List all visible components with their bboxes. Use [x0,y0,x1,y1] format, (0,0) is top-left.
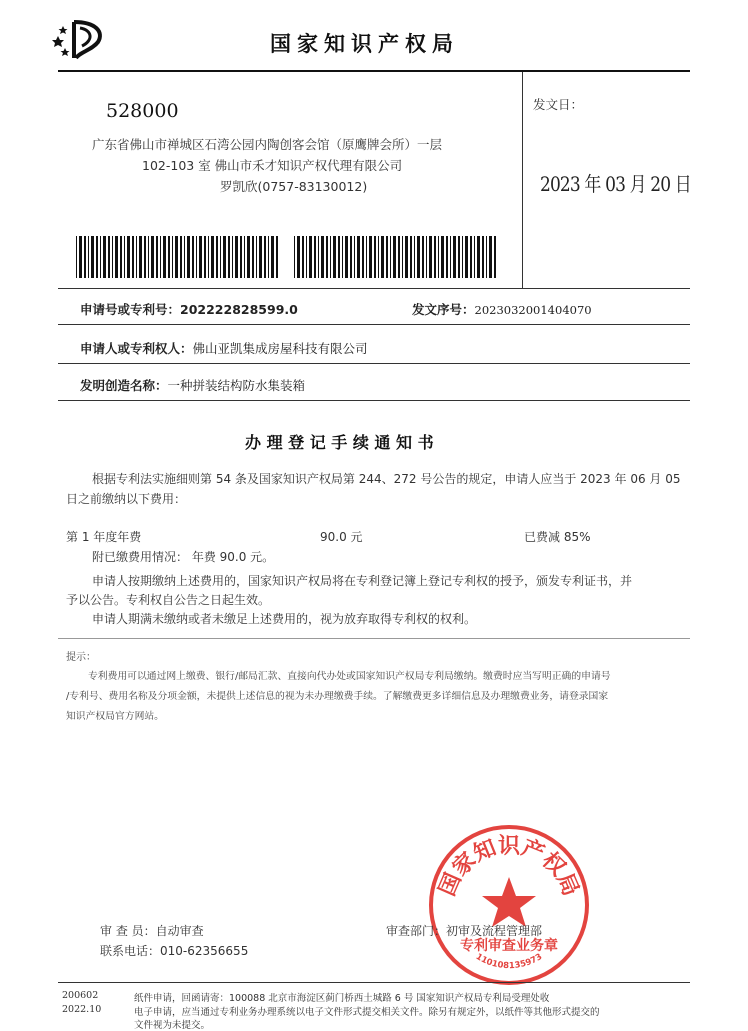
barcode-bar [342,236,343,278]
fields-line-3 [58,400,690,401]
applicant-value: 佛山亚凯集成房屋科技有限公司 [192,341,368,356]
notice-para1-line1: 根据专利法实施细则第 54 条及国家知识产权局第 244、272 号公告的规定，申请人应当于 2023 年 06 月 05 [92,472,681,486]
barcode-bar [88,236,89,278]
barcode-bar [446,236,448,278]
serial-value: 2023032001404070 [474,303,592,317]
barcode-bar [120,236,122,278]
barcode-bar [115,236,118,278]
barcode-bar [136,236,137,278]
barcode-bar [402,236,403,278]
barcode-bar [326,236,328,278]
examiner-label: 审 查 员： [100,924,156,938]
barcode-bar [441,236,444,278]
fields-top-line [58,288,690,289]
barcode-bar [271,236,274,278]
barcode-bar [216,236,218,278]
barcode-bar [314,236,316,278]
applicant-label: 申请人或专利权人： [80,341,193,356]
official-seal [426,822,592,988]
barcode-bar [414,236,415,278]
seal-number: 110108135973 [473,951,545,972]
barcode-bar [96,236,98,278]
barcode-bar [180,236,182,278]
seal-bottom-text: 专利审查业务章 [460,938,558,954]
barcode-bar [381,236,384,278]
dispatch-label: 发文日： [533,97,584,112]
barcode-bar [417,236,420,278]
barcode-bar [187,236,190,278]
barcode-bar [247,236,250,278]
contact-line: 罗凯欣(0757-83130012) [220,179,368,194]
barcode-bar [438,236,439,278]
tips-label: 提示： [66,652,96,663]
fee-item: 第 1 年度年费 [66,530,142,544]
fields-line-2 [58,363,690,364]
app-no-value: 202222828599.0 [180,302,298,317]
footer-divider [58,982,690,983]
barcode-bar [100,236,101,278]
notice-para2-line2: 予以公告。专利权自公告之日起生效。 [66,593,271,607]
notice-para3: 申请人期满未缴纳或者未缴足上述费用的，视为放弃取得专利权的权利。 [92,612,477,626]
barcode-bar [91,236,94,278]
barcode-bar [458,236,460,278]
invention-row [80,376,305,394]
barcode-bar [297,236,300,278]
barcode-bar [333,236,336,278]
barcode-bar [144,236,146,278]
barcode-bar [256,236,257,278]
barcode-bar [422,236,424,278]
footer-note-1: 纸件申请，回函请寄：100088 北京市海淀区蓟门桥西土城路 6 号 国家知识产权局专利局受理处收 [134,993,550,1004]
barcode-bar [489,236,492,278]
form-code-2: 2022.10 [62,1004,102,1015]
barcode-bar [112,236,113,278]
address-line1: 广东省佛山市禅城区石湾公园内陶创客会馆（原鹰牌会所）一层 [92,137,443,152]
barcode-bar [223,236,226,278]
barcode-bar [79,236,82,278]
barcode-bar [345,236,348,278]
barcode-bar [124,236,125,278]
barcode-bar [453,236,456,278]
barcode-bar [151,236,154,278]
barcode-bar [172,236,173,278]
phone-row [100,942,248,959]
dept-row [386,922,542,939]
header-divider [58,70,690,72]
seal-star-icon [482,877,536,927]
barcode-bar [465,236,468,278]
footer-note-3: 文件视为未提交。 [134,1020,211,1031]
barcode-bar [482,236,484,278]
fields-line-1 [58,324,690,325]
barcode-bar [132,236,134,278]
barcode-bar [306,236,307,278]
notice-title: 办 理 登 记 手 续 通 知 书 [245,433,434,452]
barcode-bar [330,236,331,278]
barcode-bar [405,236,408,278]
barcode-bar [390,236,391,278]
barcode-bar [354,236,355,278]
seal-top-text: 国家知识产权局 [434,834,584,900]
dept-label: 审查部门： [386,924,447,938]
barcode-bar [160,236,161,278]
barcode-bar [264,236,266,278]
phone-label: 联系电话： [100,944,161,958]
cnipa-logo-icon [52,18,108,60]
fee-amount: 90.0 元 [320,530,363,544]
barcode-bar [302,236,304,278]
dept-value: 初审及流程管理部 [446,924,543,938]
fee-reduction: 已费减 85% [524,530,591,544]
barcode-bar [175,236,178,278]
dispatch-date: 2023 年 03 月 20 日 [540,172,691,196]
barcode-bar [366,236,367,278]
phone-value: 010-62356655 [160,944,249,958]
fee-status: 附已缴费用情况： 年费 90.0 元。 [92,550,275,564]
barcode-bar [474,236,475,278]
notice-para2-line1: 申请人按期缴纳上述费用的，国家知识产权局将在专利登记簿上登记专利权的授予，颁发专利证书，并 [92,574,633,588]
barcode-bar [494,236,496,278]
barcode-bar [235,236,238,278]
barcode-bar [362,236,364,278]
applicant-row [80,339,368,357]
barcode-bar [196,236,197,278]
barcode-bar [232,236,233,278]
barcode-bar [434,236,436,278]
barcode-bar [148,236,149,278]
barcode-bar [244,236,245,278]
tips-line2: /专利号、费用名称及分项金额，未提供上述信息的视为未办理缴费手续。了解缴费更多详细信息及办理缴费业务，请登录国家 [66,691,609,702]
barcode-bar [268,236,269,278]
address-line2: 102-103 室 佛山市禾才知识产权代理有限公司 [142,158,403,173]
barcode-bar [426,236,427,278]
barcode-bar [486,236,487,278]
barcode-bar [470,236,472,278]
barcode-bar [374,236,376,278]
barcode-bar [369,236,372,278]
barcode-bar [184,236,185,278]
barcode-bar [240,236,242,278]
barcode-bar [127,236,130,278]
barcode-bar [252,236,254,278]
form-code-1: 200602 [62,990,99,1001]
barcode-bar [156,236,158,278]
barcode-bar [208,236,209,278]
barcode-bar [199,236,202,278]
barcode-bar [211,236,214,278]
examiner-value: 自动审查 [155,924,204,938]
dispatch-divider [522,72,523,288]
tips-line1: 专利费用可以通过网上缴费、银行/邮局汇款、直接向代办处或国家知识产权局专利局缴纳。缴费时应当写明正确的申请号 [88,671,611,682]
examiner-row [100,922,204,939]
barcode-bar [410,236,412,278]
tips-divider [58,638,690,639]
barcode-bar [84,236,86,278]
barcode-bar [318,236,319,278]
barcode-bar [398,236,400,278]
app-no-label: 申请号或专利号： [80,302,181,317]
barcode-bar [378,236,379,278]
barcode-bar [462,236,463,278]
invention-value: 一种拼装结构防水集装箱 [167,378,306,393]
office-name: 国家知识产权局 [270,32,459,56]
barcode-bar [108,236,110,278]
serial-label: 发文序号： [412,302,475,317]
barcode-left [76,236,280,278]
invention-label: 发明创造名称： [80,378,168,393]
barcode-bar [357,236,360,278]
barcode-bar [450,236,451,278]
barcode-bar [168,236,170,278]
barcode-bar [477,236,480,278]
barcode-bar [76,236,77,278]
postal-code: 528000 [106,100,179,122]
barcode-bar [338,236,340,278]
barcode-bar [259,236,262,278]
barcode-bar [393,236,396,278]
barcode-bar [192,236,194,278]
footer-note-2: 电子申请，应当通过专利业务办理系统以电子文件形式提交相关文件。除另有规定外，以纸件等其他形式提交的 [134,1007,600,1018]
barcode-bar [163,236,166,278]
notice-para1-line2: 日之前缴纳以下费用： [66,492,187,506]
barcode-bar [309,236,312,278]
barcode-bar [103,236,106,278]
barcode-bar [321,236,324,278]
app-no-row [80,300,298,318]
barcode-bar [386,236,388,278]
barcode-bar [429,236,432,278]
barcode-bar [294,236,295,278]
barcode-bar [228,236,230,278]
barcode-bar [350,236,352,278]
tips-line3: 知识产权局官方网站。 [66,711,164,722]
barcode-bar [276,236,278,278]
barcode-bar [139,236,142,278]
barcode-bar [204,236,206,278]
cnipa-logo [52,18,108,60]
barcode-bar [220,236,221,278]
svg-text:110108135973 [474,952,544,971]
serial-row [412,300,592,318]
seal-graphic [426,822,592,988]
barcode-right [294,236,498,278]
